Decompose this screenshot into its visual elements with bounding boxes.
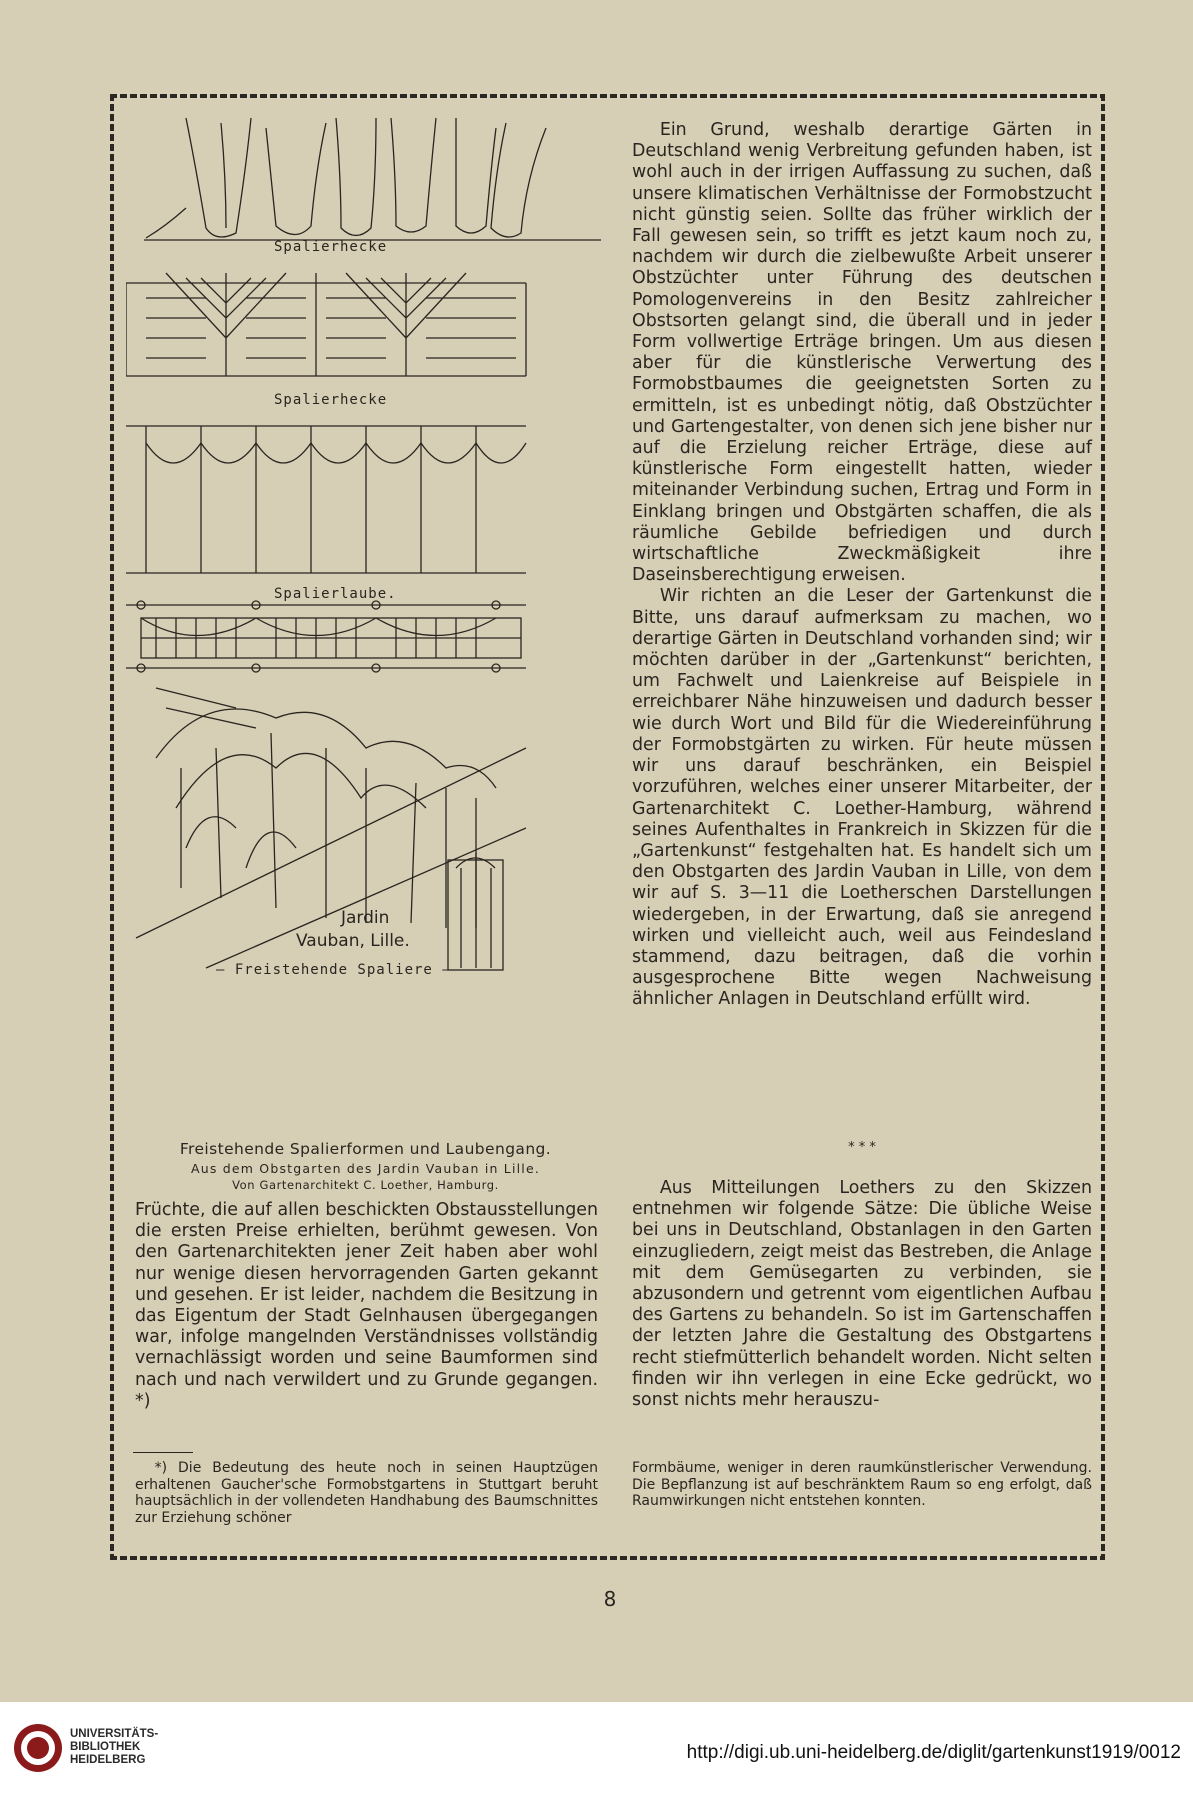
- source-url-link[interactable]: http://digi.ub.uni-heidelberg.de/diglit/gartenkunst1919/0012: [686, 1742, 1181, 1763]
- library-name-line-3: HEIDELBERG: [70, 1754, 146, 1766]
- right-paragraph-3: Aus Mitteilungen Loethers zu den Skizzen entnehmen wir folgende Sätze: Die übliche Weise bei uns in Deutschland, Obstanlagen in den Garten einzugliedern, zeigt meist das Bestreben, die Anlage mit dem Gemüsegarten zu verbinden, sie abzusondern und getrennt vom eigentlichen Aufbau des Gartens zu behandeln. So ist im Gartenschaffen der letzten Jahre die Gestaltung des Obstgartens recht stiefmütterlich behandelt worden. Nicht selten finden wir ihn verlegen in eine Ecke gedrückt, wo sonst nichts mehr herauszu-: [632, 1178, 1092, 1411]
- library-name-line-2: BIBLIOTHEK: [70, 1741, 141, 1753]
- left-footnote-text: *) Die Bedeutung des heute noch in seinen Hauptzügen erhaltenen Gaucher'sche Formobstgartens in Stuttgart beruht hauptsächlich in der vollendeten Handhabung des Baumschnittes zur Erziehung schöner: [135, 1460, 598, 1526]
- frame-right: [1101, 94, 1105, 1560]
- hedge-sketch-1: [144, 118, 601, 240]
- label-freestanding: – Freistehende Spaliere –: [216, 962, 452, 978]
- left-column: [135, 1200, 598, 1412]
- caption-title: Freistehende Spalierformen und Laubengang.: [179, 1140, 552, 1158]
- footnote-rule: [133, 1452, 193, 1453]
- caption-author: Von Gartenarchitekt C. Loether, Hamburg.: [232, 1178, 499, 1192]
- arbor-sketch: [126, 426, 526, 573]
- label-garden-name-1: Jardin: [341, 908, 390, 928]
- frame-left: [110, 94, 114, 1560]
- hedge-sketch-2: [126, 273, 526, 376]
- section-separator: * * *: [848, 1140, 876, 1155]
- right-paragraph-2: Wir richten an die Leser der Gartenkunst die Bitte, uns darauf aufmerksam zu machen, wo derartige Gärten in Deutschland vorhanden sind; wir möchten darüber in der „Gartenkunst“ berichten, um Fachwelt und Laienkreise auf Beispiele in erreichbarer Nähe hinzuweisen und dadurch besser wie durch Wort und Bild für die Wiedereinführung der Formobstgärten zu wirken. Für heute müssen wir uns darauf beschränken, ein Beispiel vorzuführen, welches einer unserer Mitarbeiter, der Gartenarchitekt C. Loether-Hamburg, während seines Aufenthaltes in Frankreich in Skizzen für die „Gartenkunst“ festgehalten hat. Es handelt sich um den Obstgarten des Jardin Vauban in Lille, von dem wir auf S. 3—11 die Loetherschen Darstellungen wiedergeben, in der Erwartung, daß sie anregend wirken und vielleicht auch, weil aus Feindesland stammend, dazu beitragen, daß die vorhin ausgesprochene Bitte wegen Nachweisung ähnlicher Anlagen in Deutschland erfüllt wird.: [632, 586, 1092, 1010]
- label-hedge-2: Spalierhecke: [274, 392, 388, 408]
- right-column-lower: [632, 1178, 1092, 1411]
- right-column: [632, 120, 1092, 1011]
- right-paragraph-1: Ein Grund, weshalb derartige Gärten in Deutschland wenig Verbreitung gefunden haben, ist wohl auch in der irrigen Auffassung zu suchen, daß unsere klimatischen Verhältnisse der Formobstzucht nicht günstig seien. Sollte das früher wirklich der Fall gewesen sein, so trifft es jetzt kaum noch zu, nachdem wir durch die zielbewußte Arbeit unserer Obstzüchter unter Führung des deutschen Pomologenvereins in den Besitz zahlreicher Obstsorten gelangt sind, die überall und in jeder Form vollwertige Erträge bringen. Um aus diesen aber für die künstlerische Verwertung des Formobstbaumes die geeignetsten Sorten zu ermitteln, ist es unbedingt nötig, daß Obstzüchter und Gartengestalter, von denen sich jene bisher nur auf die Erzielung reicher Erträge, diese auf künstlerische Form eingestellt hatten, wieder miteinander Verbindung suchen, Ertrag und Form in Einklang bringen und Obstgärten schaffen, die als räumliche Gebilde befriedigen und durch wirtschaftliche Zweckmäßigkeit ihre Daseinsberechtigung erweisen.: [632, 120, 1092, 586]
- right-footnote-text: Formbäume, weniger in deren raumkünstlerischer Verwendung. Die Bepflanzung ist auf beschränktem Raum so eng erfolgt, daß Raumwirkungen nicht entstehen konnten.: [632, 1460, 1092, 1509]
- espalier-illustration: [126, 108, 606, 1138]
- figure-caption: [133, 1140, 598, 1192]
- plan-sketch: [126, 601, 526, 672]
- library-logo-icon: [12, 1722, 64, 1774]
- library-footer: [0, 1702, 1193, 1798]
- library-name-line-1: UNIVERSITÄTS-: [70, 1728, 159, 1740]
- perspective-sketch: [136, 688, 526, 970]
- caption-source: Aus dem Obstgarten des Jardin Vauban in Lille.: [190, 1161, 541, 1176]
- library-name: [70, 1728, 158, 1767]
- label-hedge-1: Spalierhecke: [274, 239, 388, 255]
- left-paragraph: Früchte, die auf allen beschickten Obstausstellungen die ersten Preise erhielten, berühmt gewesen. Von den Gartenarchitekten jener Zeit haben aber wohl nur wenige diesen hervorragenden Garten gekannt und gesehen. Er ist leider, nachdem die Besitzung in das Eigentum der Stadt Gelnhausen übergegangen war, infolge mangelnden Verständnisses vollständig vernachlässigt worden und seine Baumformen sind nach und nach verwildert und zu Grunde gegangen. *): [135, 1200, 598, 1411]
- label-arbor: Spalierlaube.: [274, 586, 397, 602]
- label-garden-name-2: Vauban, Lille.: [296, 931, 410, 951]
- left-footnote: [135, 1460, 598, 1526]
- right-footnote: [632, 1460, 1092, 1510]
- page-number: 8: [603, 1587, 617, 1611]
- frame-bottom: [110, 1556, 1105, 1560]
- frame-top: [110, 94, 1105, 98]
